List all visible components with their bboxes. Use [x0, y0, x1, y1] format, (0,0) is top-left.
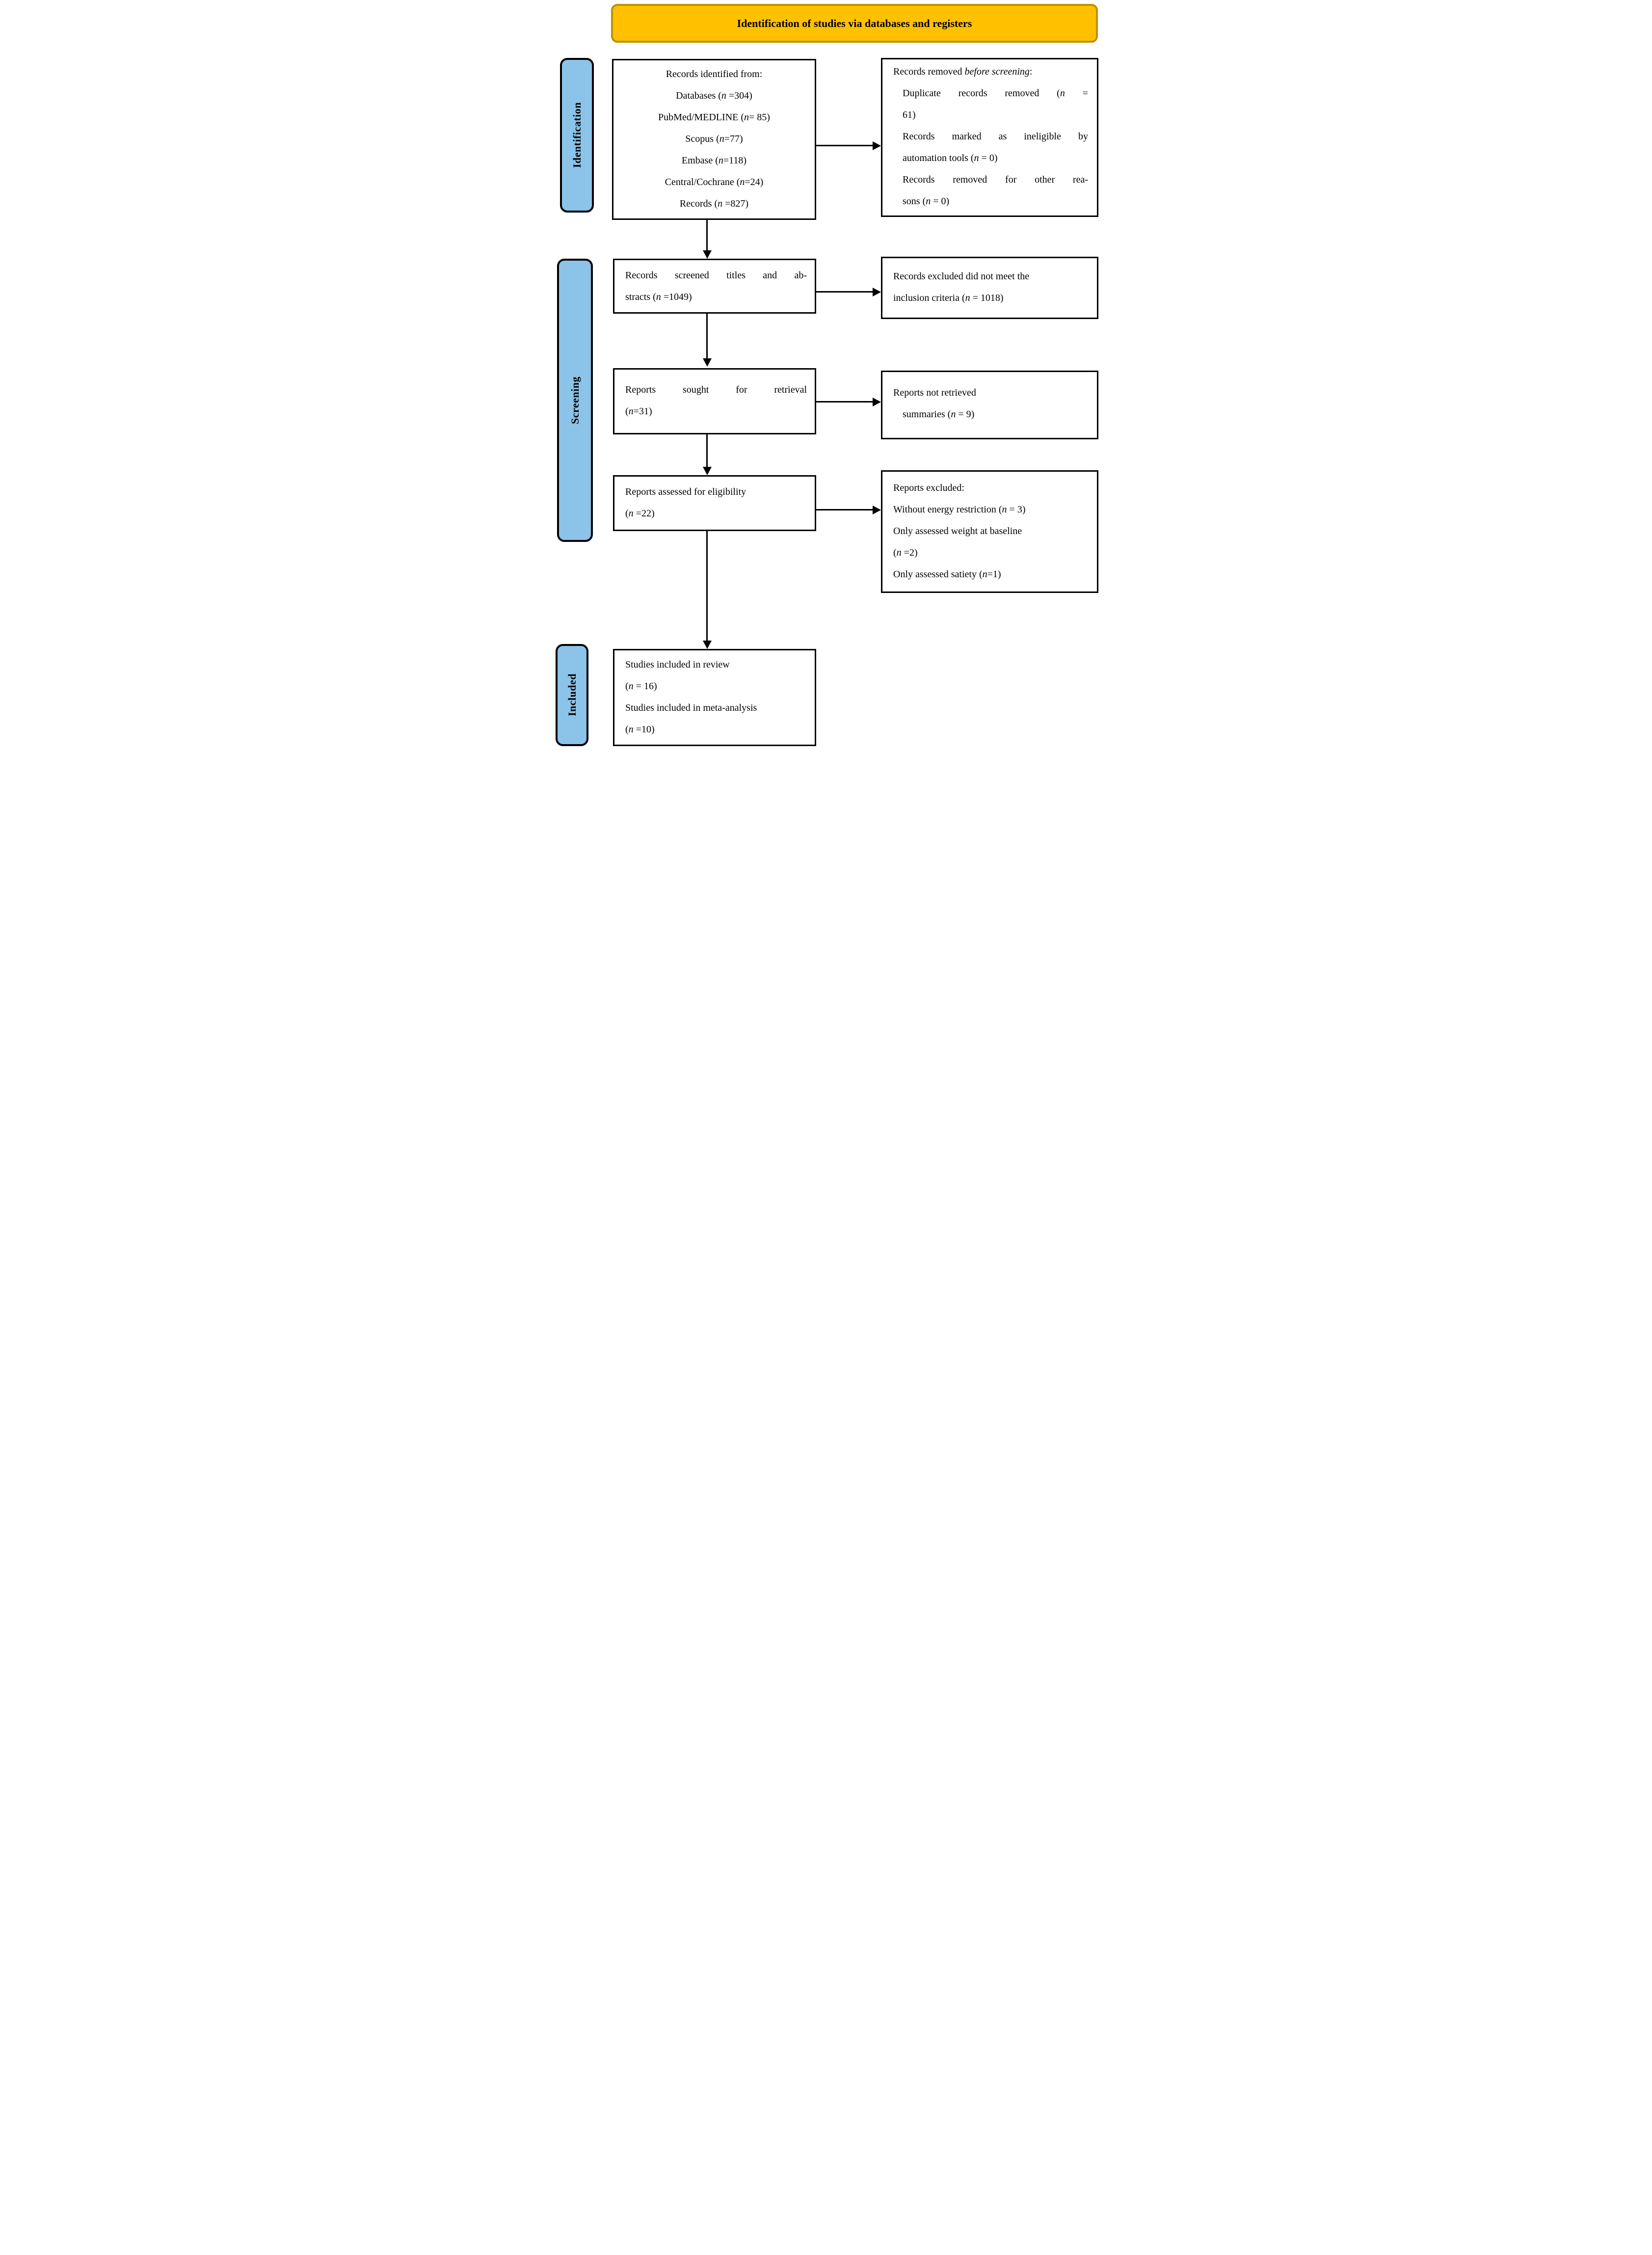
arrow-sought-to-assessed-shaft: [706, 434, 708, 467]
text-line: Reports not retrieved: [893, 387, 976, 398]
arrow-sought-to-notretrieved-shaft: [816, 401, 873, 403]
box-reports-assessed: [613, 475, 816, 531]
text-line: Studies included in review: [625, 659, 730, 670]
arrow-assessed-to-excluded-head: [873, 506, 881, 514]
text-line: Only assessed weight at baseline: [893, 526, 1022, 537]
arrow-identified-to-screened-shaft: [706, 220, 708, 251]
banner: [611, 4, 1098, 43]
arrow-sought-to-assessed-head: [703, 467, 712, 475]
text-line: Embase (n=118): [681, 155, 747, 166]
arrow-identified-to-removed-shaft: [816, 145, 873, 146]
box-records-screened: [613, 259, 816, 314]
arrow-sought-to-notretrieved-head: [873, 398, 881, 406]
text-line: Duplicate records removed (n =: [903, 88, 1089, 99]
text-line: inclusion criteria (n = 1018): [893, 293, 1004, 303]
box-studies-included: [613, 649, 816, 746]
arrow-screened-to-sought-head: [703, 358, 712, 367]
text-line: Reports assessed for eligibility: [625, 486, 746, 497]
text-line: (n =22): [625, 508, 655, 519]
text-line: summaries (n = 9): [903, 409, 975, 420]
text-line: Records removed for other rea-: [903, 174, 1088, 185]
banner-title: Identification of studies via databases and registers: [737, 17, 972, 29]
text-line: Reports sought for retrieval: [625, 384, 807, 395]
text-line: (n=31): [625, 406, 652, 417]
text-line: Without energy restriction (n = 3): [893, 504, 1026, 515]
text-line: (n =10): [625, 724, 655, 735]
text-line: PubMed/MEDLINE (n= 85): [658, 112, 770, 123]
text-line: Records identified from:: [666, 69, 763, 80]
arrow-identified-to-removed-head: [873, 141, 881, 150]
text-line: Records removed before screening:: [893, 66, 1033, 77]
stage-label-screening: Screening: [568, 376, 581, 424]
text-line: 61): [903, 109, 916, 120]
box-reports-excluded: [881, 470, 1098, 593]
stage-rail-screening: [557, 259, 593, 542]
text-line: Records (n =827): [679, 198, 749, 209]
text-line: Reports excluded:: [893, 483, 964, 493]
box-records-removed-before-screening: [881, 58, 1098, 217]
arrow-screened-to-excluded-head: [873, 288, 881, 296]
text-line: Studies included in meta-analysis: [625, 702, 757, 713]
box-records-identified: [612, 59, 816, 220]
stage-label-identification: Identification: [570, 102, 583, 168]
text-line: (n =2): [893, 547, 918, 558]
text-line: automation tools (n = 0): [903, 153, 998, 163]
arrow-screened-to-sought-shaft: [706, 314, 708, 359]
text-line: Records screened titles and ab-: [625, 270, 807, 281]
text-line: stracts (n =1049): [625, 292, 692, 302]
stage-label-included: Included: [565, 673, 578, 717]
arrow-identified-to-screened-head: [703, 250, 712, 259]
text-line: Databases (n =304): [676, 90, 752, 101]
box-records-excluded: [881, 257, 1098, 319]
text-line: Only assessed satiety (n=1): [893, 569, 1001, 580]
text-line: Records marked as ineligible by: [903, 131, 1088, 142]
arrow-assessed-to-included-shaft: [706, 531, 708, 641]
text-line: Records excluded did not meet the: [893, 271, 1030, 282]
box-reports-sought: [613, 368, 816, 434]
arrow-assessed-to-excluded-shaft: [816, 509, 873, 510]
text-line: sons (n = 0): [903, 196, 950, 207]
text-line: (n = 16): [625, 681, 657, 692]
prisma-flow-diagram: [551, 0, 1101, 752]
arrow-assessed-to-included-head: [703, 641, 712, 649]
stage-rail-included: [556, 644, 588, 746]
arrow-screened-to-excluded-shaft: [816, 291, 873, 293]
stage-rail-identification: [560, 58, 594, 213]
box-reports-not-retrieved: [881, 371, 1098, 439]
text-line: Central/Cochrane (n=24): [665, 177, 764, 188]
text-line: Scopus (n=77): [685, 134, 743, 144]
